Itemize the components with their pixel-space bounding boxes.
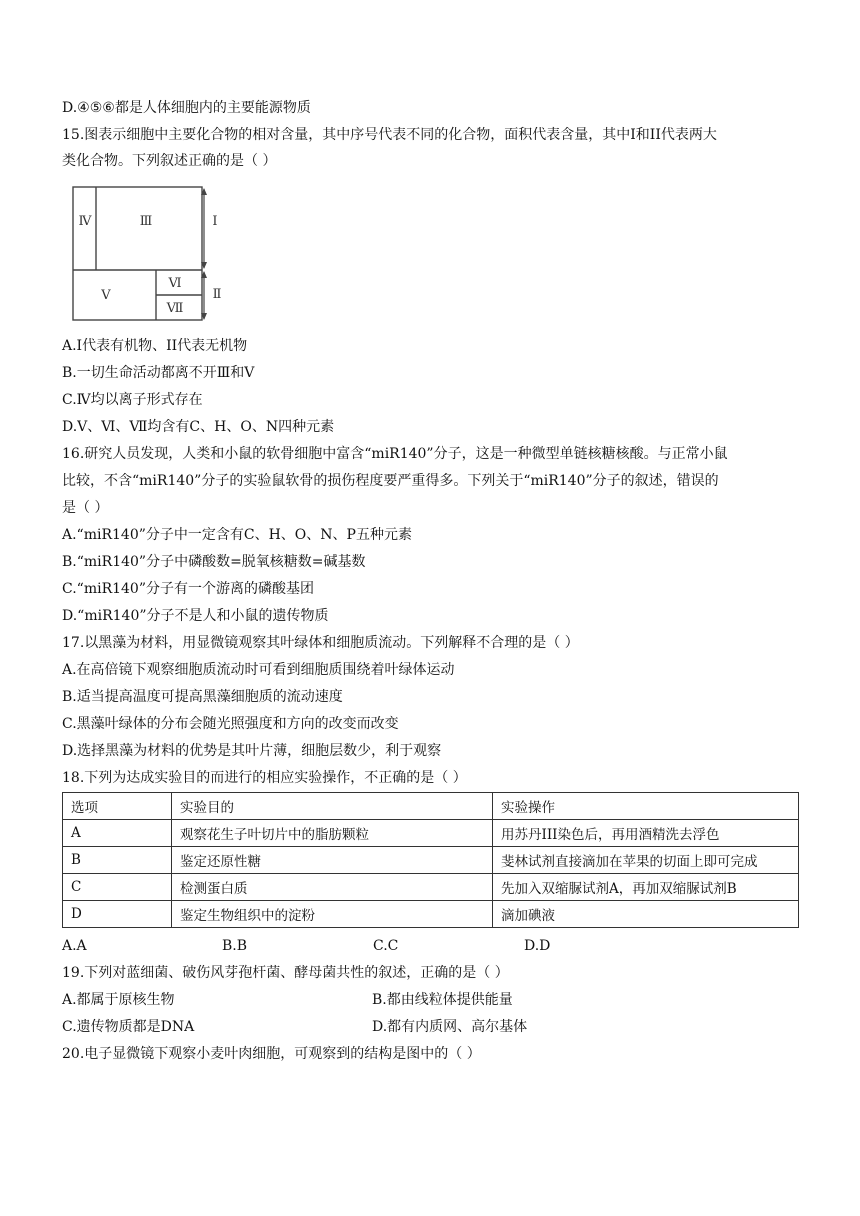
compound-content-diagram (72, 186, 232, 322)
q17-option-c: C.黑藻叶绿体的分布会随光照强度和方向的改变而改变 (62, 716, 399, 732)
label-ii: Ⅱ (212, 287, 222, 302)
table-row (63, 874, 799, 901)
q19-option-c: C.遗传物质都是DNA (62, 1019, 195, 1035)
q18-option-c: C.C (373, 938, 399, 954)
q20-stem: 20.电子显微镜下观察小麦叶肉细胞，可观察到的结构是图中的（ ） (62, 1046, 481, 1062)
q17-stem: 17.以黑藻为材料，用显微镜观察其叶绿体和细胞质流动。下列解释不合理的是（ ） (62, 635, 579, 651)
table-cell: 滴加碘液 (493, 901, 799, 928)
table-cell: D (63, 901, 172, 928)
q16-stem-line1: 16.研究人员发现，人类和小鼠的软骨细胞中富含“miR140”分子，这是一种微型单链核糖核酸。与正常小鼠 (62, 446, 728, 462)
q15-option-a: A.Ⅰ代表有机物、II代表无机物 (62, 338, 248, 354)
q14-option-d: D.④⑤⑥都是人体细胞内的主要能源物质 (62, 100, 311, 116)
table-cell: B (63, 847, 172, 874)
q16-option-a: A.“miR140”分子中一定含有C、H、O、N、P五种元素 (62, 527, 412, 543)
q16-stem-line3: 是（ ） (62, 500, 109, 516)
table-cell: C (63, 874, 172, 901)
q16-option-d: D.“miR140”分子不是人和小鼠的遗传物质 (62, 608, 329, 624)
q18-stem: 18.下列为达成实验目的而进行的相应实验操作，不正确的是（ ） (62, 770, 467, 786)
q18-option-a: A.A (62, 938, 87, 954)
table-cell: 检测蛋白质 (172, 874, 493, 901)
q17-option-a: A.在高倍镜下观察细胞质流动时可看到细胞质围绕着叶绿体运动 (62, 662, 455, 678)
table-cell: 先加入双缩脲试剂A，再加双缩脲试剂B (493, 874, 799, 901)
q17-option-b: B.适当提高温度可提高黑藻细胞质的流动速度 (62, 689, 343, 705)
q15-option-c: C.Ⅳ均以离子形式存在 (62, 392, 203, 408)
q15-option-d: D.Ⅴ、Ⅵ、Ⅶ均含有C、H、O、N四种元素 (62, 419, 335, 435)
header-operation: 实验操作 (493, 793, 799, 820)
header-purpose: 实验目的 (172, 793, 493, 820)
table-cell: 观察花生子叶切片中的脂肪颗粒 (172, 820, 493, 847)
table-header-row (63, 793, 799, 820)
q15-stem-line1: 15.图表示细胞中主要化合物的相对含量，其中序号代表不同的化合物，面积代表含量，其中Ⅰ和II代表两大 (62, 127, 717, 143)
label-v: Ⅴ (101, 288, 111, 303)
table-cell: 鉴定生物组织中的淀粉 (172, 901, 493, 928)
q18-table (62, 792, 799, 928)
label-vi: Ⅵ (168, 276, 182, 291)
q17-option-d: D.选择黑藻为材料的优势是其叶片薄，细胞层数少，利于观察 (62, 743, 442, 759)
table-row (63, 820, 799, 847)
label-vii: Ⅶ (166, 301, 184, 316)
table-cell: 鉴定还原性糖 (172, 847, 493, 874)
label-iii: Ⅲ (139, 214, 153, 229)
label-i: Ⅰ (212, 214, 218, 229)
table-row (63, 847, 799, 874)
q15-stem-line2: 类化合物。下列叙述正确的是（ ） (62, 153, 277, 169)
q16-stem-line2: 比较，不含“miR140”分子的实验鼠软骨的损伤程度要严重得多。下列关于“miR140”分子的叙述，错误的 (62, 473, 719, 489)
table-cell: A (63, 820, 172, 847)
q19-option-b: B.都由线粒体提供能量 (372, 992, 513, 1008)
q19-option-a: A.都属于原核生物 (62, 992, 175, 1008)
q19-option-d: D.都有内质网、高尔基体 (372, 1019, 528, 1035)
q16-option-b: B.“miR140”分子中磷酸数=脱氧核糖数=碱基数 (62, 554, 366, 570)
label-iv: Ⅳ (78, 214, 92, 229)
header-option: 选项 (63, 793, 172, 820)
q18-option-d: D.D (524, 938, 551, 954)
table-cell: 用苏丹III染色后，再用酒精洗去浮色 (493, 820, 799, 847)
q16-option-c: C.“miR140”分子有一个游离的磷酸基团 (62, 581, 314, 597)
q18-option-b: B.B (222, 938, 248, 954)
table-cell: 斐林试剂直接滴加在苹果的切面上即可完成 (493, 847, 799, 874)
q15-option-b: B.一切生命活动都离不开Ⅲ和Ⅴ (62, 365, 255, 381)
q19-stem: 19.下列对蓝细菌、破伤风芽孢杆菌、酵母菌共性的叙述，正确的是（ ） (62, 965, 509, 981)
table-row (63, 901, 799, 928)
